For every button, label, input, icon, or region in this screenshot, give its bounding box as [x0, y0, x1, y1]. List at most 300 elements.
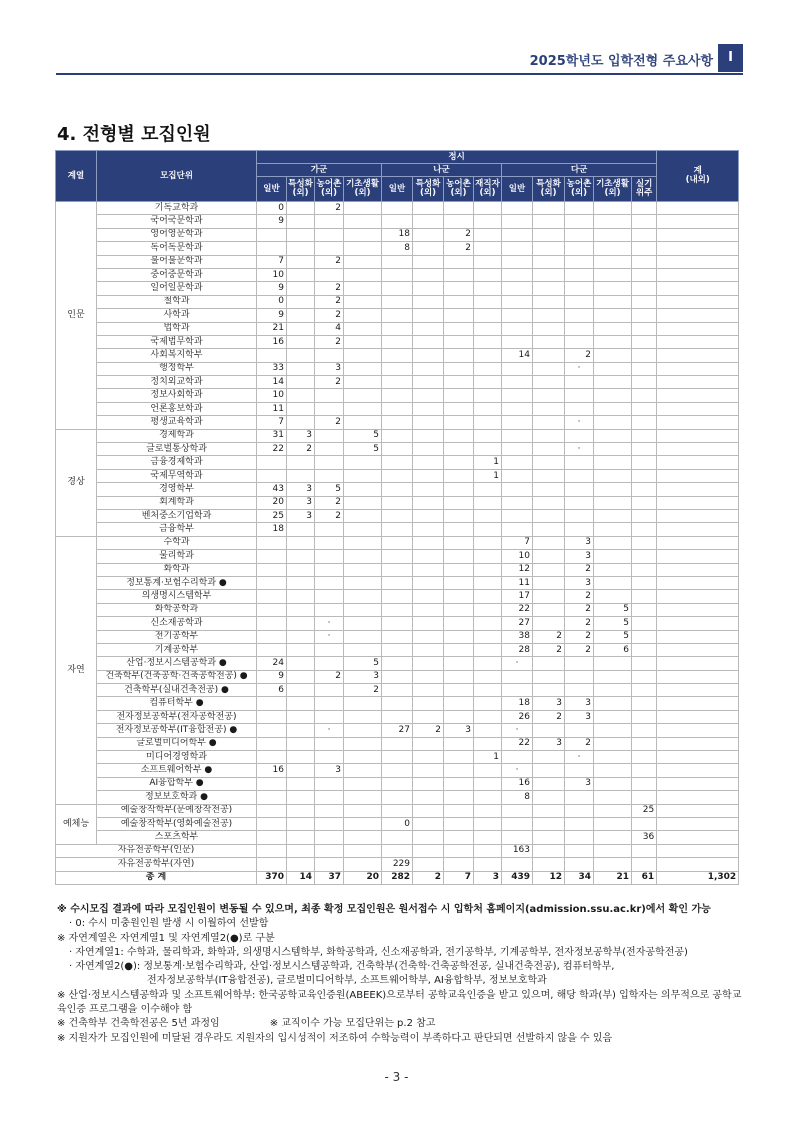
cell	[287, 710, 315, 723]
cell: 31	[257, 429, 287, 442]
cell	[565, 389, 594, 402]
cell	[287, 724, 315, 737]
cell	[257, 536, 287, 549]
cell	[444, 817, 474, 830]
cell	[287, 791, 315, 804]
cell	[287, 617, 315, 630]
cell	[413, 536, 444, 549]
cell	[315, 710, 344, 723]
cell	[632, 603, 657, 616]
cell	[632, 657, 657, 670]
cell	[287, 322, 315, 335]
unit-name: 산업·정보시스템공학과 ●	[97, 657, 257, 670]
cell	[657, 684, 739, 697]
table-row	[56, 804, 739, 817]
header-da-col-4: 실기 위주	[632, 177, 657, 202]
cell	[502, 295, 533, 308]
cell	[474, 563, 502, 576]
cell	[287, 456, 315, 469]
cell	[657, 764, 739, 777]
cell	[257, 831, 287, 844]
cell	[594, 202, 632, 215]
cell	[382, 215, 413, 228]
cell	[594, 268, 632, 281]
cell	[565, 523, 594, 536]
cell	[474, 817, 502, 830]
cell: 9	[257, 282, 287, 295]
cell	[382, 282, 413, 295]
cell	[257, 550, 287, 563]
cell	[444, 831, 474, 844]
note-natural-1: · 자연계열1: 수학과, 물리학과, 화학과, 의생명시스템학부, 화학공학과, 신소재공학과, 전기공학부, 기계공학부, 전자정보공학부(전자공학전공)	[69, 946, 688, 958]
cell	[315, 523, 344, 536]
cell: 5	[344, 443, 382, 456]
unit-name: 건축학부(실내건축전공) ●	[97, 684, 257, 697]
cell	[315, 791, 344, 804]
cell	[632, 389, 657, 402]
header-na-col-0: 일반	[382, 177, 413, 202]
header-na-col-3: 재직자 (외)	[474, 177, 502, 202]
cell	[657, 483, 739, 496]
cell	[594, 509, 632, 522]
cell	[344, 255, 382, 268]
cell	[382, 617, 413, 630]
cell	[474, 630, 502, 643]
note-architecture: ※ 건축학부 건축학전공은 5년 과정임	[57, 1018, 220, 1030]
cell	[474, 804, 502, 817]
cell	[533, 202, 565, 215]
cell	[502, 242, 533, 255]
cell	[287, 576, 315, 589]
cell	[257, 804, 287, 817]
cell	[533, 295, 565, 308]
cell	[444, 536, 474, 549]
cell	[315, 536, 344, 549]
cell	[594, 777, 632, 790]
cell: 0	[382, 817, 413, 830]
cell	[444, 469, 474, 482]
cell	[657, 322, 739, 335]
total-cell: 37	[315, 871, 344, 884]
cell	[474, 643, 502, 656]
cell	[533, 523, 565, 536]
cell	[502, 202, 533, 215]
cell: ·	[565, 751, 594, 764]
table-row	[56, 831, 739, 844]
header-na: 나군	[382, 164, 502, 177]
cell	[382, 335, 413, 348]
cell	[657, 416, 739, 429]
cell	[594, 389, 632, 402]
cell	[594, 563, 632, 576]
cell	[344, 268, 382, 281]
unit-name: 국제무역학과	[97, 469, 257, 482]
cell	[382, 416, 413, 429]
total-cell: 3	[474, 871, 502, 884]
cell	[444, 737, 474, 750]
cell	[344, 563, 382, 576]
cell	[444, 335, 474, 348]
cell: 10	[257, 389, 287, 402]
note-shortfall: ※ 지원자가 모집인원에 미달된 경우라도 지원자의 입시성적이 저조하여 수학능력이 부족하다고 판단되면 선발하지 않을 수 있음	[57, 1032, 613, 1044]
cell	[533, 536, 565, 549]
cell	[413, 376, 444, 389]
unit-name: 일어일문학과	[97, 282, 257, 295]
cell	[502, 509, 533, 522]
cell	[632, 724, 657, 737]
cell	[444, 777, 474, 790]
cell	[533, 670, 565, 683]
cell	[533, 282, 565, 295]
cell	[594, 255, 632, 268]
table-row	[56, 202, 739, 215]
table-row	[56, 443, 739, 456]
cell	[287, 242, 315, 255]
cell	[413, 523, 444, 536]
cell	[632, 443, 657, 456]
cell	[287, 804, 315, 817]
cell	[287, 215, 315, 228]
cell	[502, 429, 533, 442]
table-row	[56, 710, 739, 723]
unit-name: 경제학과	[97, 429, 257, 442]
cell: 4	[315, 322, 344, 335]
cell	[533, 268, 565, 281]
cell	[594, 376, 632, 389]
cell	[344, 389, 382, 402]
cell: 36	[632, 831, 657, 844]
header-jeongsi: 정시	[257, 151, 657, 164]
cell: 26	[502, 710, 533, 723]
cell: ·	[315, 630, 344, 643]
cell	[657, 389, 739, 402]
cell	[594, 844, 632, 857]
cell: 3	[565, 550, 594, 563]
cell	[382, 777, 413, 790]
cell	[382, 496, 413, 509]
cell	[657, 817, 739, 830]
cell	[632, 429, 657, 442]
table-row	[56, 376, 739, 389]
cell	[632, 817, 657, 830]
cell	[287, 630, 315, 643]
cell: 2	[315, 670, 344, 683]
cell: 22	[502, 603, 533, 616]
cell	[565, 817, 594, 830]
cell	[474, 576, 502, 589]
table-row	[56, 724, 739, 737]
cell	[413, 349, 444, 362]
cell	[413, 255, 444, 268]
cell: 25	[632, 804, 657, 817]
cell	[344, 617, 382, 630]
table-row	[56, 536, 739, 549]
cell	[502, 831, 533, 844]
cell	[657, 804, 739, 817]
cell	[533, 576, 565, 589]
cell	[474, 215, 502, 228]
cell: 8	[382, 242, 413, 255]
cell	[413, 817, 444, 830]
unit-name: 전기공학부	[97, 630, 257, 643]
cell	[502, 282, 533, 295]
chapter-badge: I	[718, 44, 743, 72]
cell	[382, 831, 413, 844]
cell	[382, 751, 413, 764]
cell	[594, 228, 632, 241]
cell	[657, 670, 739, 683]
cell	[474, 268, 502, 281]
cell	[444, 322, 474, 335]
table-head	[56, 151, 739, 202]
unit-name: 스포츠학부	[97, 831, 257, 844]
cell	[344, 764, 382, 777]
cell	[533, 844, 565, 857]
cell	[474, 684, 502, 697]
cell	[382, 804, 413, 817]
table-row	[56, 295, 739, 308]
cell	[444, 791, 474, 804]
cell	[565, 496, 594, 509]
cell	[344, 215, 382, 228]
cell	[344, 295, 382, 308]
cell	[344, 576, 382, 589]
cell	[257, 349, 287, 362]
unit-name: 자유전공학부(자연)	[56, 858, 257, 871]
cell	[444, 509, 474, 522]
cell	[444, 416, 474, 429]
cell: 2	[315, 282, 344, 295]
cell	[657, 228, 739, 241]
cell	[632, 322, 657, 335]
unit-name: 화학과	[97, 563, 257, 576]
cell	[533, 751, 565, 764]
cell	[413, 844, 444, 857]
cell	[594, 429, 632, 442]
cell	[413, 751, 444, 764]
unit-name: 수학과	[97, 536, 257, 549]
cell	[413, 563, 444, 576]
cell	[594, 349, 632, 362]
cell	[315, 831, 344, 844]
cell: ·	[502, 657, 533, 670]
cell	[594, 817, 632, 830]
cell	[287, 737, 315, 750]
cell	[444, 550, 474, 563]
cell: 2	[344, 684, 382, 697]
cell: 16	[502, 777, 533, 790]
cell: 2	[315, 309, 344, 322]
cell	[413, 295, 444, 308]
cell	[533, 469, 565, 482]
cell	[444, 804, 474, 817]
cell	[632, 630, 657, 643]
cell	[594, 322, 632, 335]
cell	[315, 697, 344, 710]
cell	[413, 603, 444, 616]
table-row	[56, 858, 739, 871]
unit-name: 평생교육학과	[97, 416, 257, 429]
cell	[257, 697, 287, 710]
cell: 11	[502, 576, 533, 589]
unit-name: 정치외교학과	[97, 376, 257, 389]
cell	[657, 844, 739, 857]
cell	[657, 469, 739, 482]
cell	[533, 617, 565, 630]
cell	[315, 215, 344, 228]
cell	[382, 295, 413, 308]
cell	[474, 550, 502, 563]
cell	[444, 456, 474, 469]
cell	[257, 590, 287, 603]
cell: 14	[257, 376, 287, 389]
cell	[444, 764, 474, 777]
cell	[474, 429, 502, 442]
unit-name: 소프트웨어학부 ●	[97, 764, 257, 777]
table-row	[56, 844, 739, 857]
cell	[533, 831, 565, 844]
unit-name: 글로벌통상학과	[97, 443, 257, 456]
cell	[444, 603, 474, 616]
cell	[533, 550, 565, 563]
cell: 3	[565, 536, 594, 549]
cell	[344, 416, 382, 429]
header-ga-col-2: 농어촌 (외)	[315, 177, 344, 202]
note-teaching: ※ 교직이수 가능 모집단위는 p.2 참고	[269, 1018, 436, 1030]
cell	[533, 791, 565, 804]
cell: 5	[315, 483, 344, 496]
cell	[533, 215, 565, 228]
cell	[565, 202, 594, 215]
cell	[413, 657, 444, 670]
cell	[474, 202, 502, 215]
cell	[632, 309, 657, 322]
cell	[413, 509, 444, 522]
cell	[533, 443, 565, 456]
cell	[565, 456, 594, 469]
cell: ·	[315, 617, 344, 630]
cell	[632, 764, 657, 777]
cell: 2	[533, 630, 565, 643]
cell	[315, 737, 344, 750]
cell	[533, 389, 565, 402]
cell	[257, 710, 287, 723]
grand-total: 1,302	[657, 871, 739, 884]
cell	[444, 617, 474, 630]
cell	[565, 309, 594, 322]
cell	[632, 523, 657, 536]
table-body	[56, 202, 739, 885]
cell: 2	[315, 416, 344, 429]
cell	[594, 362, 632, 375]
cell	[594, 804, 632, 817]
table-row	[56, 563, 739, 576]
cell	[657, 657, 739, 670]
note-abeek: ※ 산업·정보시스템공학과 및 소프트웨어학부: 한국공학교육인증원(ABEEK)으로부터 공학교육인증을 받고 있으며, 해당 학과(부) 입학자는 의무적으로 공학교육인증 프로그램을 이수해야 함	[57, 989, 742, 1016]
cell	[632, 751, 657, 764]
page-number: - 3 -	[384, 1070, 409, 1084]
total-cell: 370	[257, 871, 287, 884]
cell: 0	[257, 202, 287, 215]
cell: 3	[287, 429, 315, 442]
cell	[533, 657, 565, 670]
unit-name: AI융합학부 ●	[97, 777, 257, 790]
cell	[632, 670, 657, 683]
cell	[344, 697, 382, 710]
table-row	[56, 590, 739, 603]
cell	[565, 322, 594, 335]
cell	[474, 322, 502, 335]
cell	[444, 362, 474, 375]
cell: 27	[382, 724, 413, 737]
cell	[474, 657, 502, 670]
cell	[533, 255, 565, 268]
total-cell: 14	[287, 871, 315, 884]
cell	[533, 804, 565, 817]
cell	[474, 737, 502, 750]
cell	[657, 617, 739, 630]
note-natural-2-cont: 전자정보공학부(IT융합전공), 글로벌미디어학부, 소프트웨어학부, AI융합학부, 정보보호학과	[147, 975, 547, 987]
cell	[344, 710, 382, 723]
cell	[474, 362, 502, 375]
cell	[533, 764, 565, 777]
cell	[474, 844, 502, 857]
cell	[344, 791, 382, 804]
cell	[565, 242, 594, 255]
cell	[502, 215, 533, 228]
table-row	[56, 349, 739, 362]
unit-name: 국제법무학과	[97, 335, 257, 348]
cell	[657, 563, 739, 576]
cell: 2	[315, 376, 344, 389]
cell	[287, 268, 315, 281]
cell	[444, 443, 474, 456]
cell	[474, 777, 502, 790]
cell	[413, 710, 444, 723]
table-row	[56, 550, 739, 563]
table-row	[56, 362, 739, 375]
cell	[474, 496, 502, 509]
cell	[594, 737, 632, 750]
cell	[502, 804, 533, 817]
cell	[413, 831, 444, 844]
cell	[444, 751, 474, 764]
cell	[565, 268, 594, 281]
cell	[502, 402, 533, 415]
cell: 2	[444, 228, 474, 241]
cell	[533, 376, 565, 389]
cell	[257, 858, 287, 871]
cell	[474, 295, 502, 308]
table-row	[56, 215, 739, 228]
cell	[444, 844, 474, 857]
cell	[657, 376, 739, 389]
cell	[382, 697, 413, 710]
cell	[474, 309, 502, 322]
cell	[287, 295, 315, 308]
cell	[344, 536, 382, 549]
cell	[474, 443, 502, 456]
cell	[657, 777, 739, 790]
table-row	[56, 228, 739, 241]
cell	[287, 764, 315, 777]
cell	[502, 268, 533, 281]
cell	[344, 817, 382, 830]
cell: 2	[565, 603, 594, 616]
cell	[594, 590, 632, 603]
unit-name: 예술창작학부(문예창작전공)	[97, 804, 257, 817]
table-row	[56, 456, 739, 469]
